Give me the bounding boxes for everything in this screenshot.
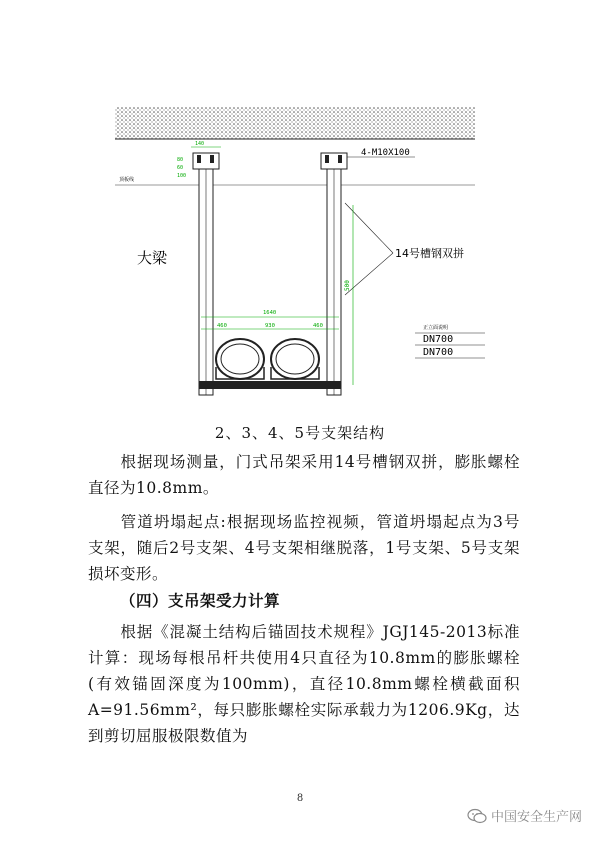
right-pipe — [271, 339, 319, 379]
svg-text:460: 460 — [217, 323, 227, 329]
legend-pipe-1: DN700 — [423, 334, 454, 345]
legend-pipe-2: DN700 — [423, 347, 454, 358]
left-anchor-plate — [193, 153, 219, 169]
bottom-crossbeam — [199, 381, 341, 389]
paragraph-1 — [88, 449, 520, 501]
watermark — [467, 806, 582, 825]
figure-caption: 2、3、4、5号支架结构 — [214, 424, 386, 442]
dim-top-width: 1640 — [263, 310, 277, 316]
channel-label: 14号槽钢双拼 — [395, 247, 464, 260]
wechat-icon — [467, 808, 487, 824]
beam-label: 大梁 — [137, 249, 168, 267]
svg-text:60: 60 — [177, 165, 184, 171]
paragraph-1-text: 根据现场测量，门式吊架采用14号槽钢双拼，膨胀螺栓直径为10.8mm。 — [88, 453, 520, 497]
page-number: 8 — [296, 793, 304, 804]
ceiling-label: 顶板线 — [119, 177, 135, 183]
paragraph-3-text: 根据《混凝土结构后锚固技术规程》JGJ145-2013标准计算：现场每根吊杆共使用4只直径为10.8mm的膨胀螺栓(有效锚固深度为100mm)，直径10.8mm螺栓横截面积A=91.56mm²，每只膨胀螺栓实际承载力为1206.9Kg，达到剪切屈服极限数值为 — [88, 623, 520, 745]
height-dim: 500 — [344, 280, 351, 291]
paragraph-2-text: 管道坍塌起点:根据现场监控视频，管道坍塌起点为3号支架，随后2号支架、4号支架相继脱落，1号支架、5号支架损坏变形。 — [88, 513, 520, 583]
svg-text:140: 140 — [195, 141, 205, 147]
drawing-svg — [105, 95, 495, 415]
watermark-text: 中国安全生产网 — [490, 810, 582, 825]
svg-text:930: 930 — [265, 323, 275, 329]
concrete-slab — [115, 107, 475, 139]
right-anchor-plate — [321, 153, 347, 169]
svg-text:460: 460 — [313, 323, 323, 329]
bolt-label: 4-M10X100 — [361, 148, 410, 158]
left-pipe — [216, 339, 264, 379]
legend-title: 正立面说明 — [423, 325, 449, 331]
svg-text:80: 80 — [177, 157, 184, 163]
paragraph-3 — [88, 619, 520, 749]
paragraph-2 — [88, 509, 520, 587]
support-structure-drawing — [105, 95, 495, 415]
svg-text:100: 100 — [177, 173, 187, 179]
section-heading: （四）支吊架受力计算 — [120, 591, 281, 610]
